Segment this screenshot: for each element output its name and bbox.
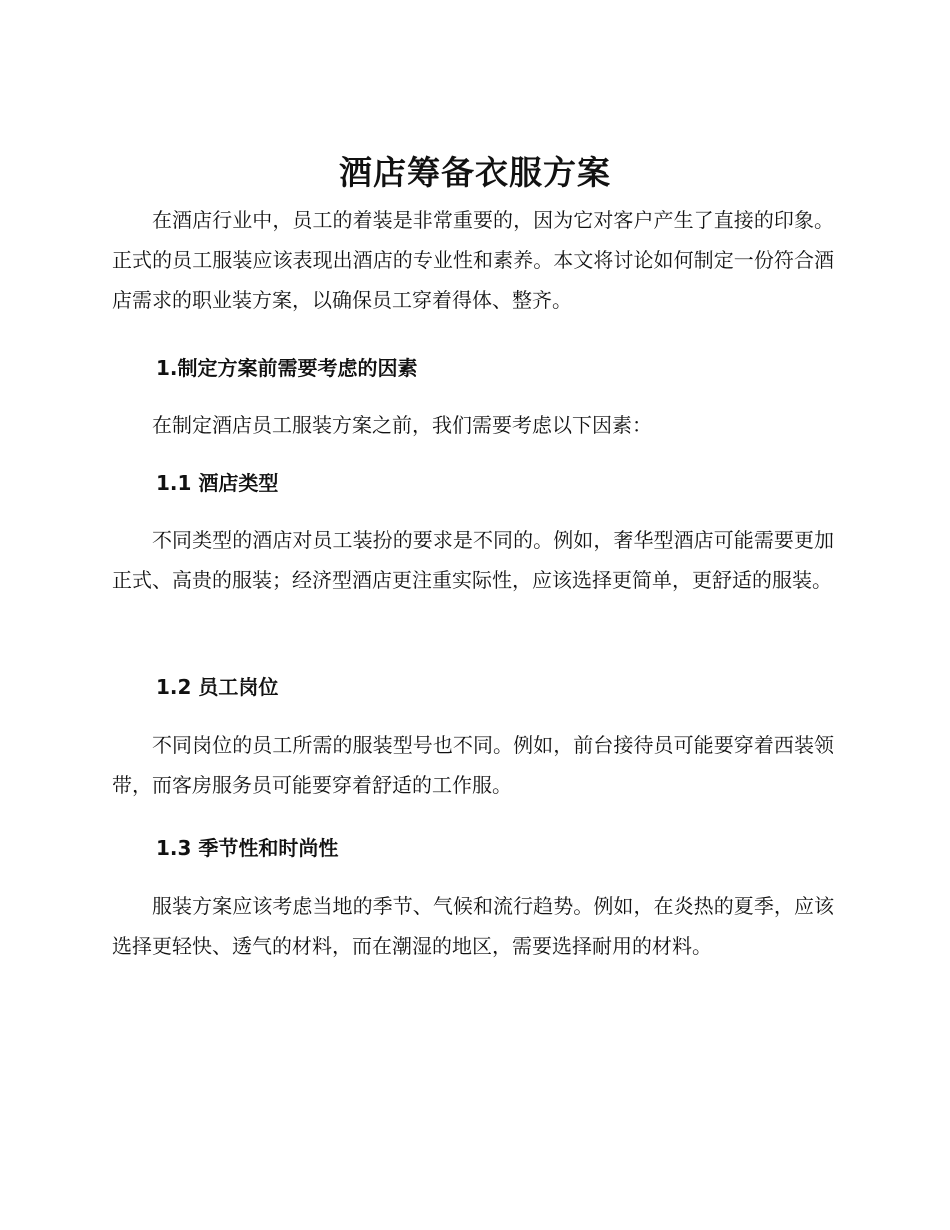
section-1-3-heading: 1.3 季节性和时尚性 <box>156 836 339 860</box>
section-1-heading: 1.制定方案前需要考虑的因素 <box>156 356 418 380</box>
section-1-2-heading: 1.2 员工岗位 <box>156 675 279 699</box>
document-title: 酒店筹备衣服方案 <box>339 153 611 192</box>
section-1-1-heading: 1.1 酒店类型 <box>156 471 279 495</box>
section-1-paragraph: 在制定酒店员工服装方案之前，我们需要考虑以下因素： <box>152 413 652 437</box>
section-1-1-paragraph: 不同类型的酒店对员工装扮的要求是不同的。例如，奢华型酒店可能需要更加正式、高贵的服装；经济型酒店更注重实际性，应该选择更简单，更舒适的服装。 <box>112 528 834 592</box>
intro-paragraph: 在酒店行业中，员工的着装是非常重要的，因为它对客户产生了直接的印象。正式的员工服装应该表现出酒店的专业性和素养。本文将讨论如何制定一份符合酒店需求的职业装方案，以确保员工穿着得体、整齐。 <box>112 208 834 312</box>
section-1-3-paragraph: 服装方案应该考虑当地的季节、气候和流行趋势。例如，在炎热的夏季，应该选择更轻快、透气的材料，而在潮湿的地区，需要选择耐用的材料。 <box>112 894 834 958</box>
section-1-2-paragraph: 不同岗位的员工所需的服装型号也不同。例如，前台接待员可能要穿着西装领带，而客房服务员可能要穿着舒适的工作服。 <box>112 733 834 797</box>
